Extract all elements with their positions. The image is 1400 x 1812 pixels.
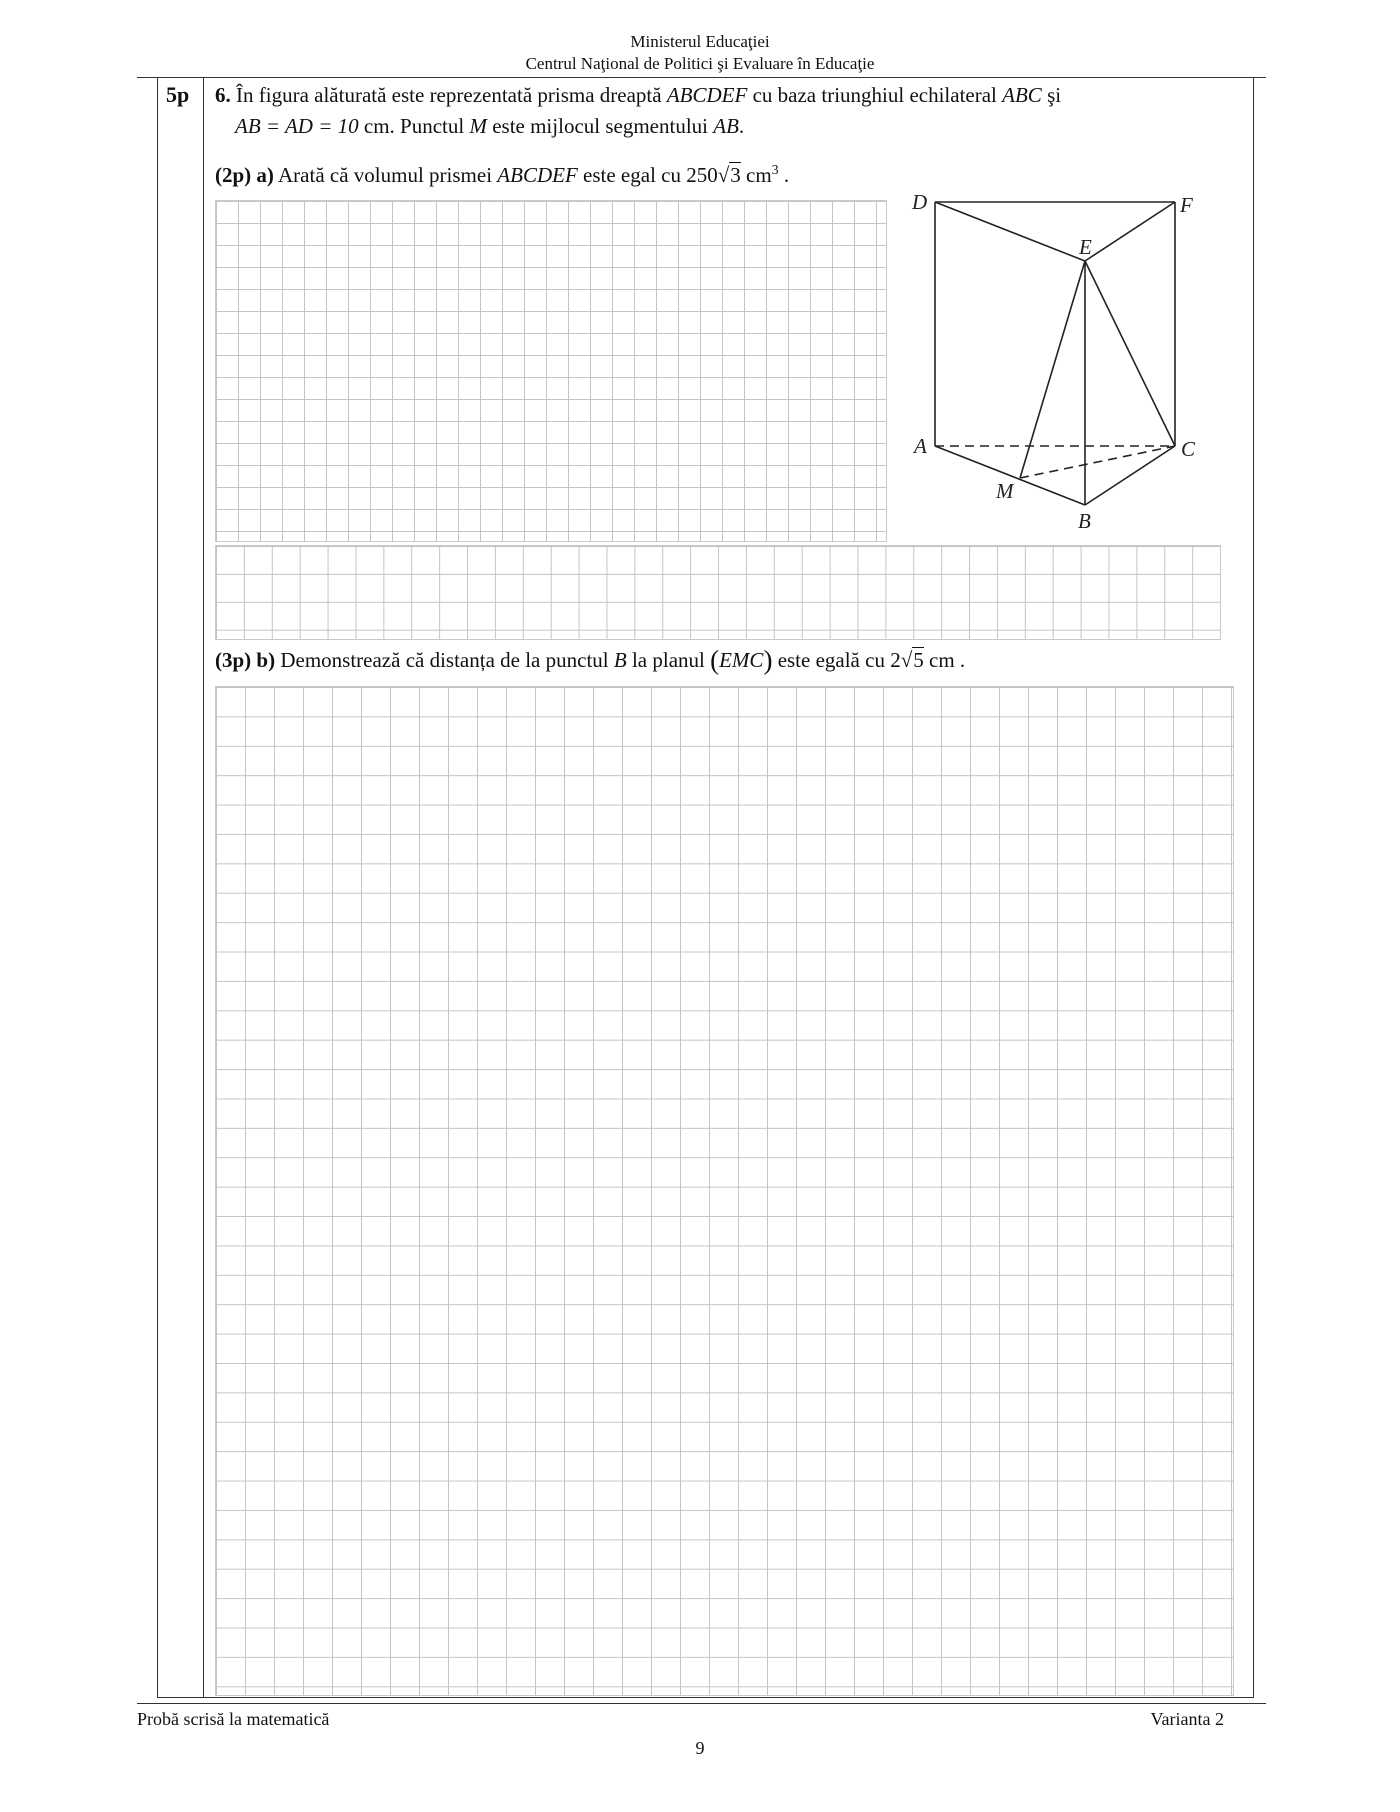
label-b: B <box>1078 509 1091 533</box>
part-a-text: Arată că volumul prismei <box>278 163 493 187</box>
volume-exponent: 3 <box>771 163 779 178</box>
label-m: M <box>996 479 1014 503</box>
point-b: B <box>613 648 627 672</box>
base-text: cu baza triunghiul echilateral <box>752 83 997 107</box>
problem-statement <box>215 82 1235 108</box>
volume-radicand: 3 <box>730 163 741 187</box>
sqrt-sign: √ <box>717 163 730 187</box>
label-c: C <box>1181 437 1196 461</box>
part-b-text2: la planul <box>631 648 705 672</box>
midpoint-text: este mijlocul segmentului <box>492 114 708 138</box>
prism-figure <box>900 185 1250 540</box>
part-b-points: (3p) b) <box>215 648 276 672</box>
part-b-statement <box>215 647 1215 673</box>
label-a: A <box>914 434 927 458</box>
plane-emc: EMC <box>719 648 764 672</box>
right-paren: ) <box>763 645 773 675</box>
footer-right: Varianta 2 <box>1150 1709 1224 1729</box>
volume-unit: cm <box>746 163 772 187</box>
part-a-points: (2p) a) <box>215 163 274 187</box>
distance-unit: cm <box>929 648 955 672</box>
answer-grid-b[interactable] <box>215 686 1234 1696</box>
label-f: F <box>1180 193 1193 217</box>
distance-radicand: 5 <box>913 648 924 672</box>
point-text: . Punctul <box>389 114 465 138</box>
points-column-divider <box>203 77 204 1698</box>
answer-grid-a-extra[interactable] <box>215 545 1221 640</box>
sqrt-sign-b: √ <box>900 648 913 672</box>
part-a-prism: ABCDEF <box>497 163 578 187</box>
center-name: Centrul Naţional de Politici şi Evaluare în Educaţie <box>525 54 875 73</box>
point-m: M <box>469 114 487 138</box>
footer-rule <box>137 1703 1266 1704</box>
part-b-text3: este egală cu <box>777 648 885 672</box>
condition-unit: cm <box>363 114 390 138</box>
and-word: şi <box>1047 83 1062 107</box>
ministry-name: Ministerul Educaţiei <box>630 32 770 51</box>
part-b-text: Demonstrează că distanța de la punctul <box>280 648 609 672</box>
part-a-end: . <box>783 163 790 187</box>
part-a-statement <box>215 158 915 188</box>
label-d: D <box>912 190 928 214</box>
label-e: E <box>1079 235 1092 259</box>
problem-intro: În figura alăturată este reprezentată prisma dreaptă <box>236 83 662 107</box>
points-label: 5p <box>166 82 190 107</box>
part-b-end: . <box>959 648 966 672</box>
prism-name: ABCDEF <box>666 83 748 107</box>
footer-left: Probă scrisă la matematică <box>137 1709 330 1729</box>
problem-statement-line2 <box>235 113 1235 139</box>
triangle-name: ABC <box>1002 83 1042 107</box>
page-number: 9 <box>695 1738 705 1758</box>
distance-coef: 2 <box>890 648 901 672</box>
part-a-text2: este egal cu <box>583 163 681 187</box>
edge-ec <box>1085 261 1175 446</box>
condition: AB = AD = 10 <box>235 114 359 138</box>
problem-number: 6. <box>215 83 231 107</box>
edge-de <box>935 202 1085 261</box>
volume-coef: 250 <box>686 163 718 187</box>
left-paren: ( <box>710 645 720 675</box>
segment-ab: AB <box>713 114 739 138</box>
answer-grid-a[interactable] <box>215 200 887 542</box>
edge-ef <box>1085 202 1175 261</box>
statement-end: . <box>738 114 745 138</box>
